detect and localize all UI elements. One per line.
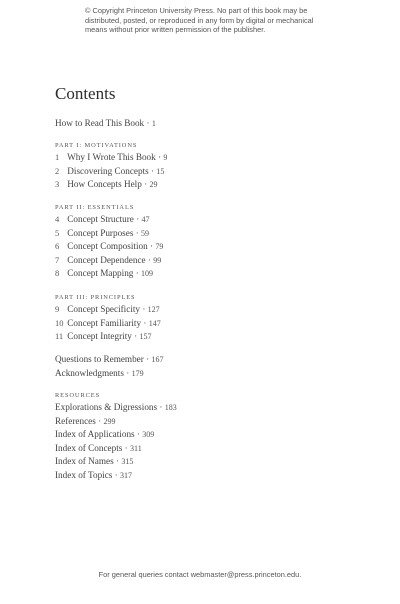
entry-separator: · — [158, 152, 162, 162]
entry-page: 309 — [142, 430, 155, 440]
entry-label: Concept Purposes — [67, 227, 134, 238]
toc-entry-index-names[interactable] — [55, 455, 177, 469]
entry-label: Discovering Concepts — [67, 165, 149, 176]
entry-page: 183 — [164, 403, 177, 412]
entry-separator: · — [142, 304, 146, 314]
entry-separator: · — [135, 227, 139, 238]
entry-page: 317 — [120, 470, 133, 480]
toc-entry-chapter-3[interactable] — [55, 178, 167, 192]
entry-page: 311 — [130, 443, 142, 453]
entry-label: How Concepts Help — [67, 179, 142, 190]
entry-page: 79 — [155, 242, 164, 252]
chapter-number: 2 — [55, 165, 60, 176]
entry-label: Index of Applications — [55, 429, 135, 440]
entry-label: Explorations & Digressions — [55, 402, 158, 412]
chapter-number: 5 — [55, 227, 60, 238]
entry-page: 157 — [139, 332, 152, 342]
chapter-number: 4 — [55, 214, 60, 224]
copyright-line: distributed, posted, or reproduced in any form by digital or mechanical — [85, 15, 314, 25]
toc-part-1 — [55, 141, 167, 192]
entry-separator: · — [147, 254, 151, 265]
entry-separator: · — [144, 179, 148, 190]
toc-front-matter — [55, 117, 156, 131]
entry-label: Acknowledgments — [55, 367, 124, 378]
entry-separator: · — [143, 317, 147, 328]
entry-label: Concept Familiarity — [67, 317, 142, 328]
toc-resources — [55, 391, 177, 483]
entry-label: How to Read This Book — [55, 118, 145, 128]
toc-entry-chapter-8[interactable] — [55, 267, 163, 281]
toc-entry-index-concepts[interactable] — [55, 442, 177, 456]
entry-label: References — [55, 415, 96, 426]
entry-separator: · — [134, 331, 138, 342]
entry-label: Concept Dependence — [67, 254, 146, 265]
copyright-line: © Copyright Princeton University Press. No part of this book may be — [85, 6, 308, 15]
chapter-number: 11 — [55, 331, 64, 342]
entry-separator: · — [159, 402, 163, 412]
entry-label: Why I Wrote This Book — [67, 152, 156, 162]
entry-page: 127 — [147, 305, 160, 314]
page-title: Contents — [55, 84, 116, 103]
toc-back-matter — [55, 353, 163, 380]
chapter-number: 8 — [55, 268, 60, 279]
entry-label: Concept Mapping — [67, 268, 134, 279]
entry-label: Index of Names — [55, 456, 114, 467]
chapter-number: 10 — [55, 317, 64, 328]
entry-label: Index of Concepts — [55, 442, 123, 453]
entry-page: 59 — [141, 228, 150, 238]
chapter-number: 7 — [55, 254, 60, 265]
toc-entry-questions[interactable] — [55, 353, 163, 367]
entry-separator: · — [114, 469, 118, 480]
entry-page: 315 — [121, 457, 134, 467]
chapter-number: 1 — [55, 152, 60, 162]
toc-entry-explorations[interactable] — [55, 401, 177, 415]
chapter-number: 3 — [55, 179, 60, 190]
toc-entry-index-applications[interactable] — [55, 428, 177, 442]
entry-label: Concept Integrity — [67, 331, 132, 342]
entry-page: 29 — [149, 180, 158, 190]
entry-label: Concept Composition — [67, 241, 148, 252]
chapter-number: 9 — [55, 304, 60, 314]
entry-separator: · — [126, 367, 130, 378]
entry-page: 99 — [153, 255, 162, 265]
entry-separator: · — [136, 429, 140, 440]
toc-entry-chapter-6[interactable] — [55, 240, 163, 254]
toc-entry-chapter-2[interactable] — [55, 165, 167, 179]
entry-page: 15 — [156, 166, 165, 176]
entry-page: 299 — [103, 416, 116, 426]
part-heading: PART II: ESSENTIALS — [55, 204, 135, 211]
toc-entry-chapter-7[interactable] — [55, 254, 163, 268]
toc-entry-how-to-read[interactable] — [55, 117, 156, 131]
toc-entry-chapter-5[interactable] — [55, 227, 163, 241]
copyright-line: means without prior written permission of the publisher. — [85, 25, 266, 35]
copyright-notice — [85, 6, 325, 35]
entry-page: 147 — [148, 318, 161, 328]
entry-page: 179 — [131, 368, 144, 378]
footer-contact: For general queries contact webmaster@press.princeton.edu. — [98, 570, 302, 579]
toc-entry-chapter-9[interactable] — [55, 303, 161, 317]
entry-label: Concept Specificity — [67, 304, 141, 314]
entry-label: Questions to Remember — [55, 354, 144, 364]
chapter-number: 6 — [55, 241, 60, 252]
toc-part-2 — [55, 203, 163, 281]
entry-separator: · — [115, 456, 120, 467]
entry-separator: · — [146, 118, 150, 128]
entry-page: 167 — [151, 355, 164, 364]
entry-separator: · — [151, 165, 155, 176]
toc-entry-chapter-10[interactable] — [55, 317, 161, 331]
entry-separator: · — [136, 214, 140, 224]
toc-entry-chapter-1[interactable] — [55, 151, 167, 165]
part-heading: PART III: PRINCIPLES — [55, 294, 136, 301]
toc-entry-index-topics[interactable] — [55, 469, 177, 483]
part-heading: PART I: MOTIVATIONS — [55, 142, 138, 149]
toc-entry-references[interactable] — [55, 415, 177, 429]
entry-separator: · — [146, 354, 150, 364]
entry-label: Index of Topics — [55, 469, 113, 480]
entry-page: 1 — [151, 119, 156, 128]
toc-entry-chapter-4[interactable] — [55, 213, 163, 227]
entry-page: 109 — [141, 269, 154, 279]
entry-separator: · — [135, 268, 139, 279]
toc-part-3 — [55, 293, 161, 344]
entry-separator: · — [98, 415, 102, 426]
part-heading: RESOURCES — [55, 392, 101, 399]
toc-entry-acknowledgments[interactable] — [55, 367, 163, 381]
entry-label: Concept Structure — [67, 214, 134, 224]
entry-separator: · — [124, 442, 128, 453]
toc-entry-chapter-11[interactable] — [55, 330, 161, 344]
entry-separator: · — [149, 241, 154, 252]
entry-page: 47 — [141, 215, 150, 224]
entry-page: 9 — [163, 153, 168, 162]
